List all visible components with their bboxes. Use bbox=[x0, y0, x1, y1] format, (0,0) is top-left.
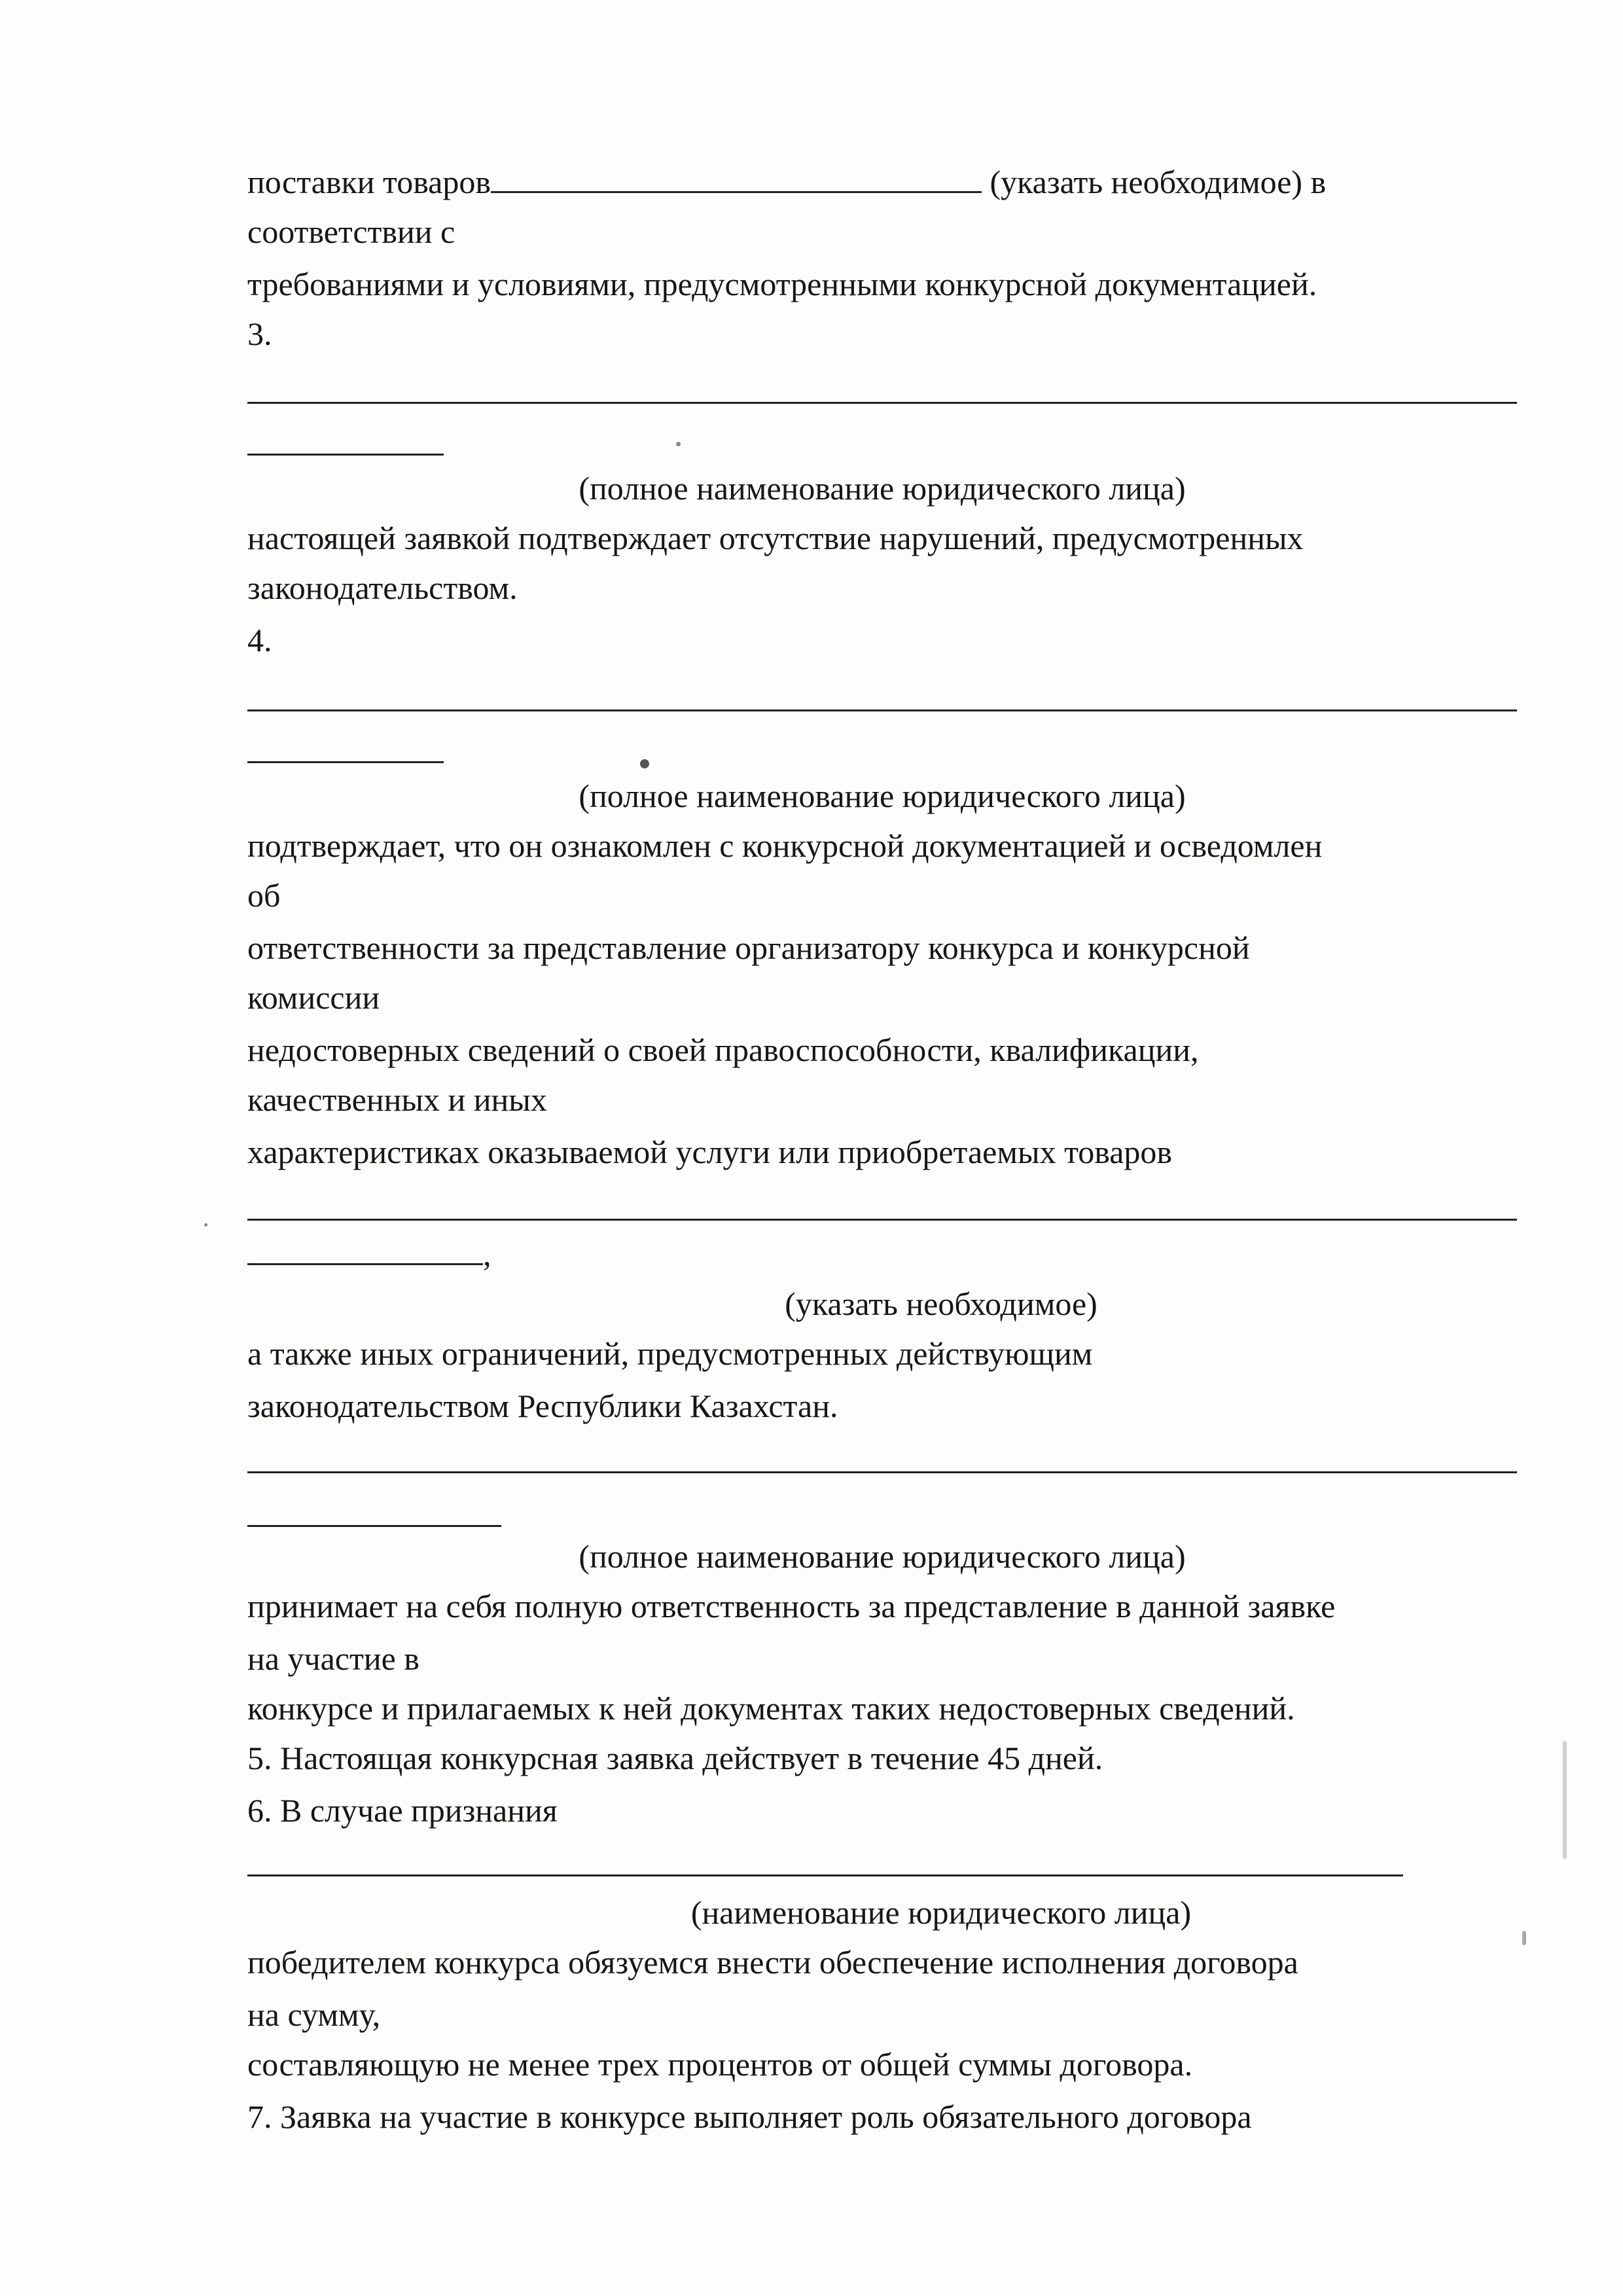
p4-goods-blank-short bbox=[247, 1234, 491, 1274]
p2-line-3: требованиями и условиями, предусмотренными конкурсной документацией. bbox=[247, 266, 1317, 302]
p4-line-8: а также иных ограничений, предусмотренных действующим bbox=[247, 1335, 1093, 1372]
p6-line-4: составляющую не менее трех процентов от общей суммы договора. bbox=[247, 2046, 1193, 2083]
p4-line-6: качественных и иных bbox=[247, 1081, 547, 1118]
p6-name-blank-line bbox=[247, 1874, 1403, 1876]
goods-blank bbox=[491, 162, 982, 193]
scan-speck bbox=[640, 759, 649, 768]
p4-line-5: недостоверных сведений о своей правоспособности, квалификации, bbox=[247, 1031, 1199, 1068]
p4-name-blank-line bbox=[247, 709, 1517, 711]
p6-line-1: 6. В случае признания bbox=[247, 1792, 558, 1829]
p4-name-blank-line-short bbox=[247, 761, 444, 763]
p4-line-7: характеристиках оказываемой услуги или приобретаемых товаров bbox=[247, 1134, 1173, 1170]
p4-line-10: принимает на себя полную ответственность за представление в данной заявке bbox=[247, 1588, 1336, 1624]
p4-caption-3: (полное наименование юридического лица) bbox=[579, 1538, 1186, 1575]
p4-goods-blank-line bbox=[247, 1219, 1517, 1221]
p3-number: 3. bbox=[247, 315, 272, 352]
p3-name-blank-line-short bbox=[247, 454, 444, 456]
p4-name-blank-line-2 bbox=[247, 1471, 1517, 1473]
scan-speck bbox=[1522, 1931, 1526, 1945]
p2-line-1-end: (указать необходимое) в bbox=[981, 164, 1327, 200]
p6-caption: (наименование юридического лица) bbox=[690, 1894, 1192, 1931]
p3-line-1: настоящей заявкой подтверждает отсутствие нарушений, предусмотренных bbox=[247, 520, 1304, 556]
p3-name-blank-line bbox=[247, 402, 1517, 404]
p4-caption: (полное наименование юридического лица) bbox=[579, 778, 1186, 814]
p4-number: 4. bbox=[247, 622, 272, 658]
p4-line-12: конкурсе и прилагаемых к ней документах таких недостоверных сведений. bbox=[247, 1690, 1295, 1727]
p2-line-1 bbox=[247, 162, 1326, 202]
p3-line-2: законодательством. bbox=[247, 569, 518, 606]
p7-line-1: 7. Заявка на участие в конкурсе выполняет роль обязательного договора bbox=[247, 2098, 1252, 2135]
p6-line-2: победителем конкурса обязуемся внести обеспечение исполнения договора bbox=[247, 1944, 1298, 1981]
goods-blank-short bbox=[247, 1234, 483, 1265]
p3-caption: (полное наименование юридического лица) bbox=[579, 470, 1186, 507]
p6-line-3: на сумму, bbox=[247, 1996, 381, 2033]
blank-comma: , bbox=[483, 1236, 491, 1272]
p4-caption-2: (указать необходимое) bbox=[785, 1285, 1097, 1322]
p4-line-3: ответственности за представление организатору конкурса и конкурсной bbox=[247, 929, 1250, 966]
p4-line-1: подтверждает, что он ознакомлен с конкурсной документацией и осведомлен bbox=[247, 827, 1323, 864]
p4-line-11: на участие в bbox=[247, 1640, 419, 1677]
p2-line-1-start: поставки товаров bbox=[247, 164, 491, 200]
scan-speck bbox=[676, 442, 681, 446]
p4-line-2: об bbox=[247, 877, 281, 914]
p4-name-blank-line-2-short bbox=[247, 1525, 501, 1527]
scan-edge-mark bbox=[1563, 1741, 1567, 1859]
scan-speck bbox=[204, 1223, 207, 1227]
p2-line-2: соответствии с bbox=[247, 213, 455, 250]
p5-line: 5. Настоящая конкурсная заявка действует в течение 45 дней. bbox=[247, 1740, 1103, 1776]
p4-line-9: законодательством Республики Казахстан. bbox=[247, 1388, 838, 1424]
p4-line-4: комиссии bbox=[247, 979, 380, 1016]
